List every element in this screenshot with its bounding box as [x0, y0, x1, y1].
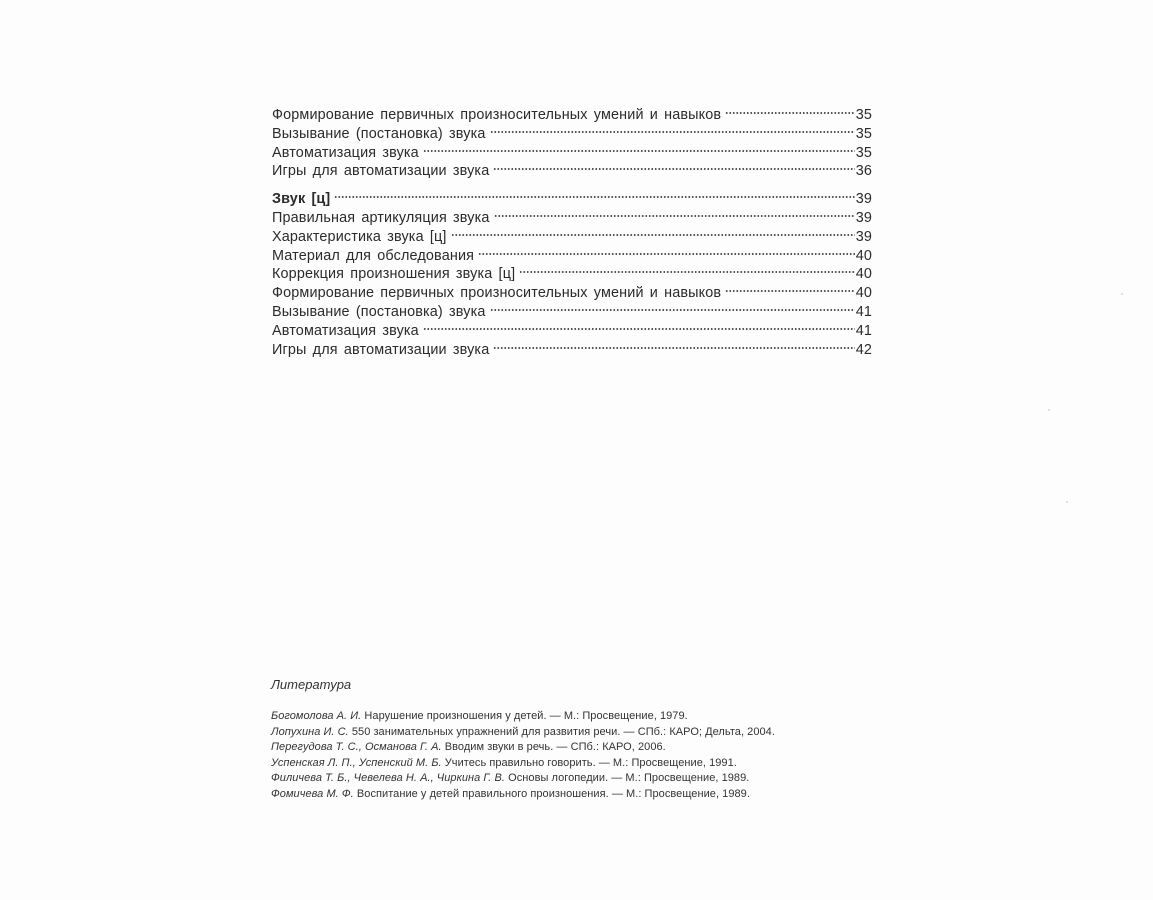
toc-entry-title: Материал для обследования	[272, 247, 475, 264]
toc-entry-page: 41	[855, 303, 872, 320]
dot-leader	[493, 166, 854, 172]
toc-entry-page: 35	[855, 107, 872, 123]
dot-leader	[423, 326, 855, 332]
toc-entry-title: Коррекция произношения звука [ц]	[272, 266, 516, 283]
toc-entry	[272, 247, 872, 266]
reference-item	[271, 787, 871, 803]
toc-entry	[272, 209, 872, 228]
toc-entry	[272, 322, 872, 341]
toc-entry-page: 40	[855, 285, 872, 302]
scan-speck	[1048, 409, 1050, 411]
reference-item	[271, 709, 871, 725]
toc-entry-page: 40	[855, 266, 872, 283]
toc-entry-title: Вызывание (постановка) звука	[272, 303, 486, 320]
scan-speck	[1066, 501, 1068, 503]
reference-authors: Фомичева М. Ф.	[271, 787, 354, 800]
toc-section-heading	[272, 190, 872, 209]
reference-text: Вводим звуки в речь. — СПб.: КАРО, 2006.	[444, 741, 666, 753]
dot-leader	[519, 269, 854, 275]
toc-entry-page: 35	[855, 125, 872, 142]
toc-entry-page: 40	[855, 247, 872, 264]
toc-entry-title: Звук [ц]	[272, 191, 331, 208]
toc-entry	[272, 125, 872, 144]
reference-authors: Перегудова Т. С., Османова Г. А.	[271, 741, 442, 753]
toc-group	[272, 106, 872, 181]
dot-leader	[493, 345, 854, 351]
toc-entry-page: 39	[855, 228, 872, 245]
toc-entry-title: Автоматизация звука	[272, 322, 419, 339]
reference-authors: Богомолова А. И.	[271, 710, 362, 722]
scan-speck	[1121, 293, 1123, 295]
reference-text: Основы логопедии. — М.: Просвещение, 1989.	[508, 772, 750, 784]
dot-leader	[725, 288, 854, 294]
toc-entry-title: Характеристика звука [ц]	[272, 228, 447, 245]
table-of-contents	[272, 106, 872, 359]
toc-entry	[272, 303, 872, 322]
toc-entry-page: 36	[855, 163, 872, 180]
reference-text: 550 занимательных упражнений для развития речи. — СПб.: КАРО; Дельта, 2004.	[351, 725, 775, 738]
toc-entry-page: 39	[855, 191, 872, 208]
toc-entry-title: Формирование первичных произносительных умений и навыков	[272, 285, 722, 302]
dot-leader	[490, 307, 855, 313]
toc-entry-title: Автоматизация звука	[272, 144, 419, 161]
dot-leader	[423, 148, 855, 154]
toc-entry-title: Правильная артикуляция звука	[272, 209, 490, 226]
toc-entry-page: 35	[855, 144, 872, 161]
toc-entry	[272, 284, 872, 303]
dot-leader	[725, 110, 854, 116]
toc-entry-title: Игры для автоматизации звука	[272, 163, 490, 180]
toc-entry-page: 42	[855, 341, 872, 358]
reference-authors: Успенская Л. П., Успенский М. Б.	[271, 756, 442, 769]
toc-group	[272, 190, 872, 359]
reference-authors: Лопухина И. С.	[271, 725, 349, 738]
toc-entry	[272, 162, 872, 181]
dot-leader	[490, 129, 855, 135]
reference-authors: Филичева Т. Б., Чевелева Н. А., Чиркина Г. В.	[271, 772, 506, 784]
toc-entry	[272, 144, 872, 163]
toc-entry-title: Игры для автоматизации звука	[272, 341, 490, 358]
toc-entry	[272, 106, 872, 125]
reference-item	[271, 756, 871, 772]
dot-leader	[334, 194, 854, 200]
toc-entry	[272, 341, 872, 360]
toc-entry	[272, 228, 872, 247]
toc-entry-page: 39	[855, 209, 872, 226]
reference-item	[271, 771, 871, 787]
toc-entry-title: Формирование первичных произносительных умений и навыков	[272, 107, 722, 123]
dot-leader	[478, 251, 855, 257]
toc-entry-page: 41	[855, 322, 872, 339]
literature-heading: Литература	[271, 677, 352, 692]
toc-entry-title: Вызывание (постановка) звука	[272, 125, 486, 142]
literature-section	[271, 677, 871, 802]
reference-text: Учитесь правильно говорить. — М.: Просвещение, 1991.	[444, 756, 737, 769]
reference-item	[271, 740, 871, 756]
toc-entry	[272, 265, 872, 284]
reference-text: Воспитание у детей правильного произношения. — М.: Просвещение, 1989.	[356, 787, 750, 800]
dot-leader	[451, 232, 855, 238]
reference-item	[271, 725, 871, 741]
dot-leader	[494, 213, 855, 219]
reference-text: Нарушение произношения у детей. — М.: Просвещение, 1979.	[364, 710, 688, 722]
